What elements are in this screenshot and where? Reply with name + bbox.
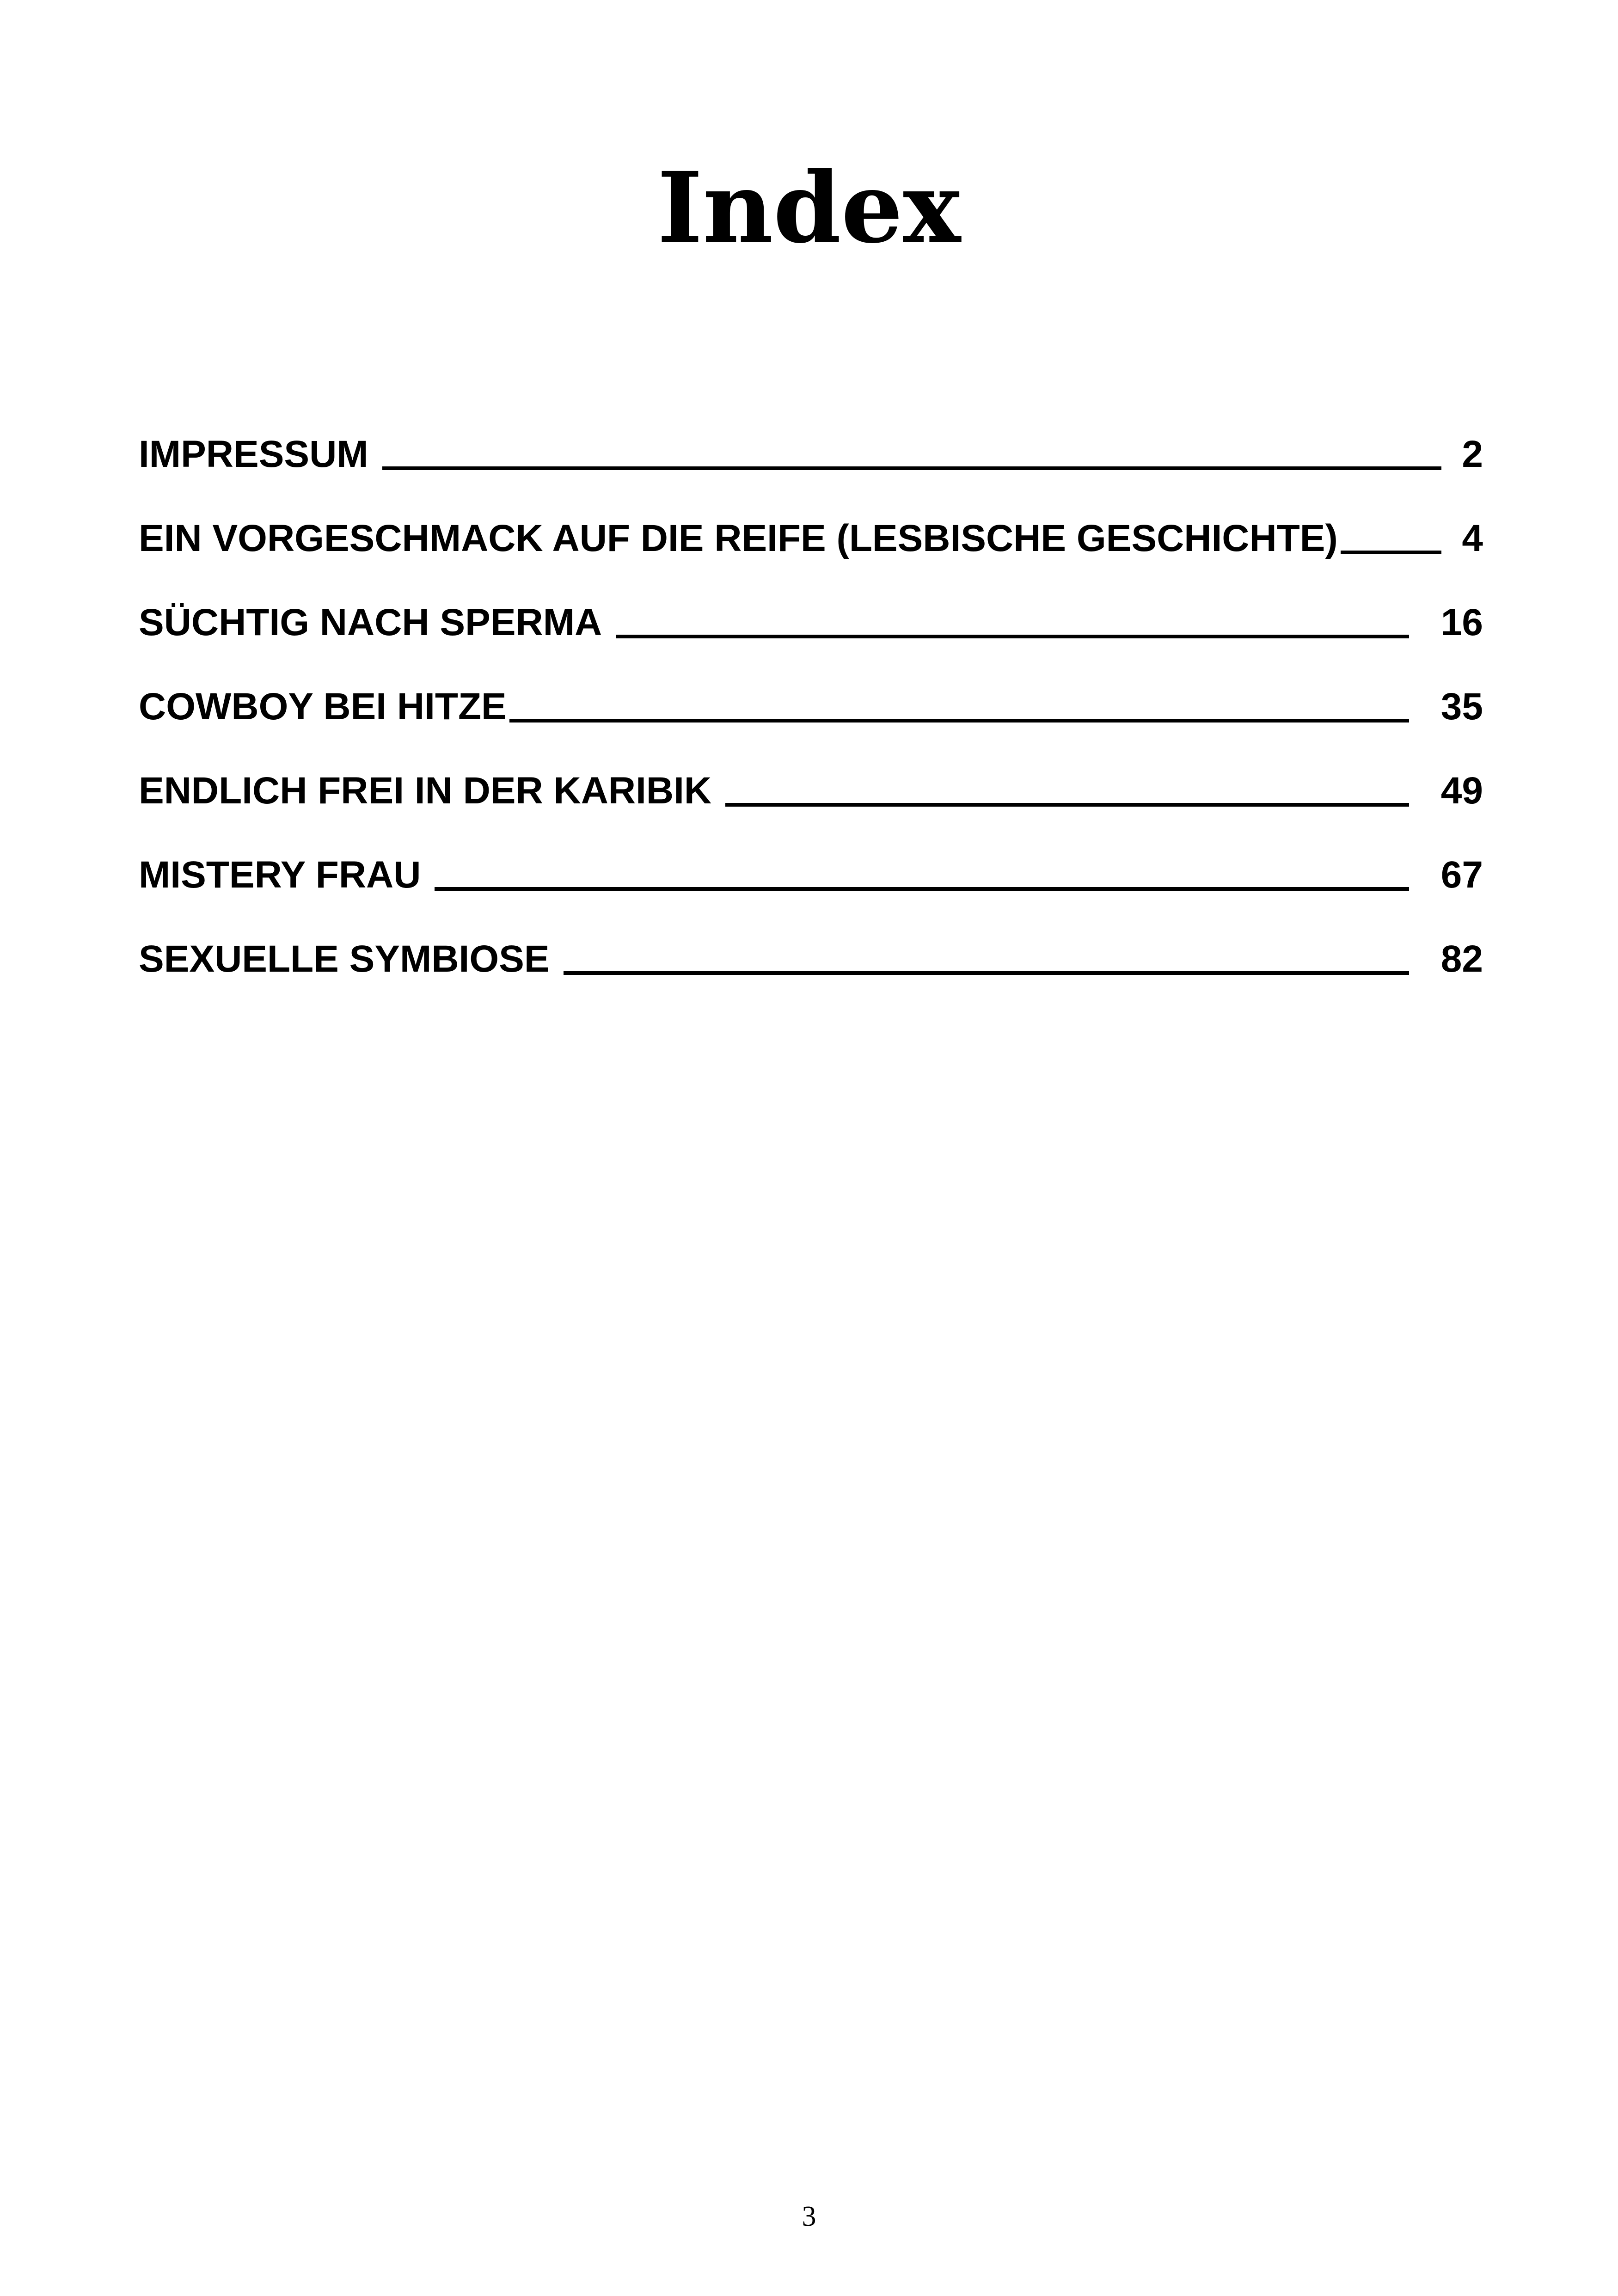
toc-leader-line [435,887,1409,891]
toc-leader-line [1341,551,1441,554]
toc-entry-page: 82 [1440,938,1483,980]
toc-leader-line [509,719,1409,722]
toc-entry-page: 2 [1462,433,1483,475]
table-of-contents [139,395,1483,984]
toc-entry-karibik[interactable] [139,732,1483,816]
toc-entry-title: EIN VORGESCHMACK AUF DIE REIFE (LESBISCHE GESCHICHTE) [139,517,1338,559]
toc-entry-symbiose[interactable] [139,900,1483,984]
toc-entry-page: 67 [1440,854,1483,896]
toc-entry-vorgeschmack[interactable] [139,479,1483,563]
toc-entry-mistery-frau[interactable] [139,816,1483,900]
toc-entry-suechtig[interactable] [139,563,1483,648]
toc-entry-title: MISTERY FRAU [139,854,421,896]
toc-entry-title: ENDLICH FREI IN DER KARIBIK [139,770,712,812]
toc-leader-line [725,803,1409,807]
toc-leader-line [616,635,1409,638]
toc-entry-cowboy[interactable] [139,648,1483,732]
toc-entry-page: 16 [1440,601,1483,643]
page-number: 3 [802,2201,816,2232]
toc-entry-page: 35 [1440,686,1483,728]
toc-leader-line [382,466,1441,470]
toc-entry-impressum[interactable] [139,395,1483,479]
toc-entry-title: SEXUELLE SYMBIOSE [139,938,550,980]
toc-entry-page: 49 [1440,770,1483,812]
toc-entry-title: SÜCHTIG NACH SPERMA [139,601,602,643]
toc-entry-title: IMPRESSUM [139,433,368,475]
toc-entry-title: COWBOY BEI HITZE [139,686,507,728]
page-title: Index [657,151,961,265]
toc-entry-page: 4 [1462,517,1483,559]
toc-leader-line [564,971,1409,975]
